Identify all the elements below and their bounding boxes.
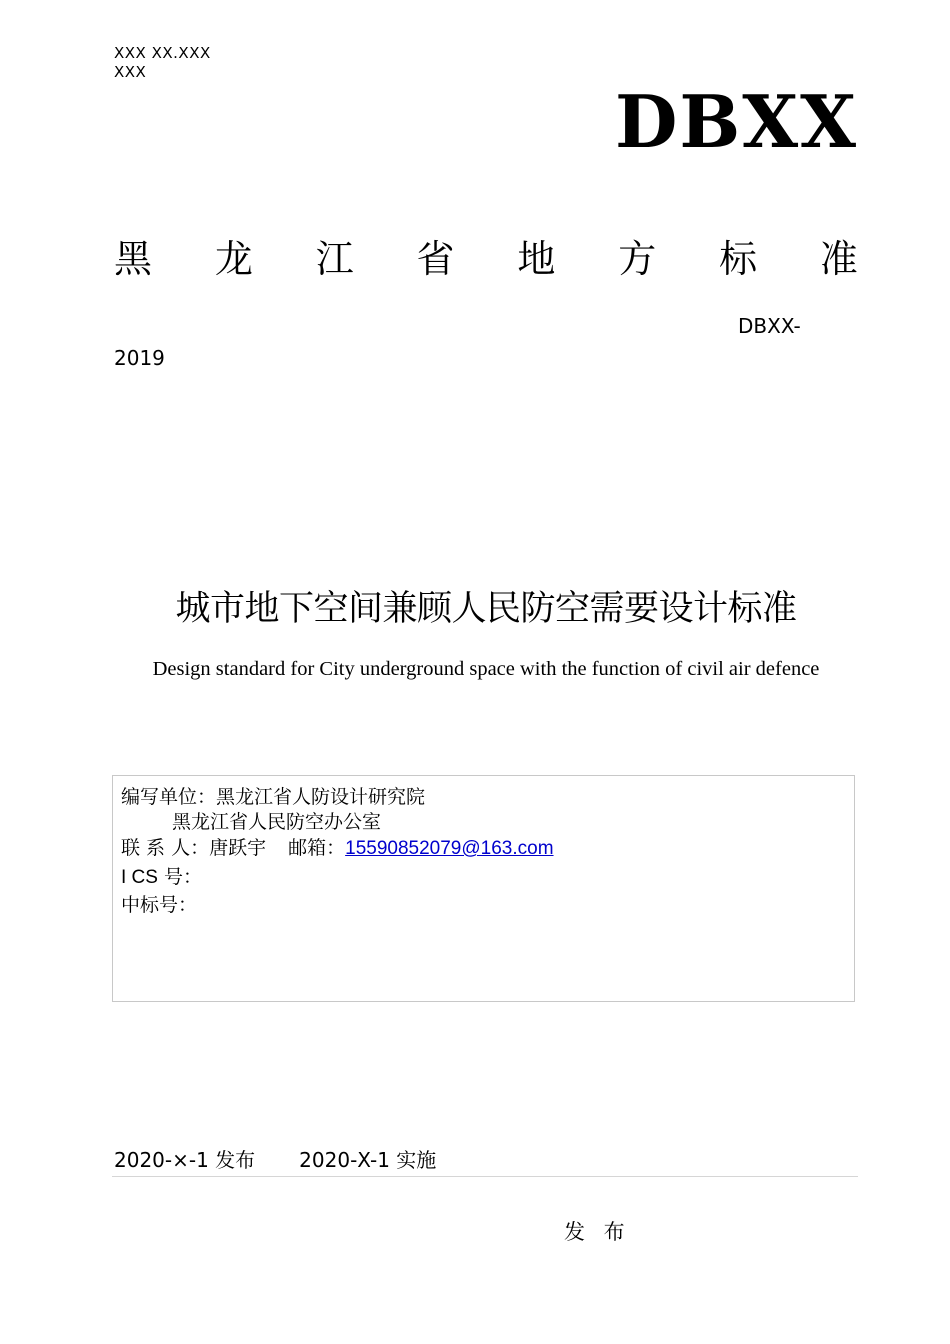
publish-label: 发 布 bbox=[564, 1220, 631, 1244]
ics-label-cn: 号： bbox=[157, 866, 202, 888]
standard-type-char: 江 bbox=[315, 237, 354, 281]
ics-code-line-2: XXX bbox=[114, 63, 147, 81]
standard-code-year: 2019 bbox=[114, 346, 165, 370]
standard-type-char: 黑 bbox=[114, 237, 153, 281]
document-title-cn: 城市地下空间兼顾人民防空需要设计标准 bbox=[175, 589, 797, 629]
implement-date: 2020-X-1 实施 bbox=[299, 1148, 437, 1172]
date-line bbox=[114, 1146, 436, 1174]
compiler-line-2 bbox=[172, 809, 381, 835]
info-box bbox=[112, 775, 855, 1002]
document-title-en: Design standard for City underground space with the function of civil air defence bbox=[152, 658, 820, 680]
standard-type-char: 标 bbox=[719, 237, 758, 281]
ics-code bbox=[114, 44, 234, 82]
ics-label-latin: I CS bbox=[121, 867, 158, 888]
email-link[interactable]: 15590852079@163.com bbox=[345, 838, 554, 859]
compiler-line bbox=[121, 784, 425, 810]
dbxx-logo: DBXX bbox=[614, 79, 858, 164]
divider bbox=[112, 1176, 858, 1177]
standard-type-heading bbox=[114, 232, 858, 286]
ics-code-line-1: XXX XX.XXX bbox=[114, 44, 211, 62]
classification-label: 中标号： bbox=[121, 894, 198, 916]
ics-number-line bbox=[121, 864, 202, 891]
compiler-org-2: 黑龙江省人民防空办公室 bbox=[172, 811, 382, 833]
standard-code-prefix: DBXX- bbox=[738, 314, 801, 338]
standard-type-char: 准 bbox=[819, 237, 858, 281]
email-label: 邮箱： bbox=[288, 837, 346, 859]
contact-line bbox=[121, 835, 554, 862]
compiler-label: 编写单位： bbox=[121, 786, 217, 808]
contact-name: 唐跃宇 bbox=[209, 837, 267, 859]
standard-type-char: 龙 bbox=[214, 237, 253, 281]
compiler-org-1: 黑龙江省人防设计研究院 bbox=[216, 786, 426, 808]
standard-type-char: 地 bbox=[517, 237, 556, 281]
classification-line bbox=[121, 892, 197, 918]
standard-type-char: 方 bbox=[618, 237, 657, 281]
contact-label: 联 系 人： bbox=[121, 837, 210, 859]
release-date: 2020-×-1 发布 bbox=[114, 1148, 256, 1172]
standard-type-char: 省 bbox=[416, 237, 455, 281]
